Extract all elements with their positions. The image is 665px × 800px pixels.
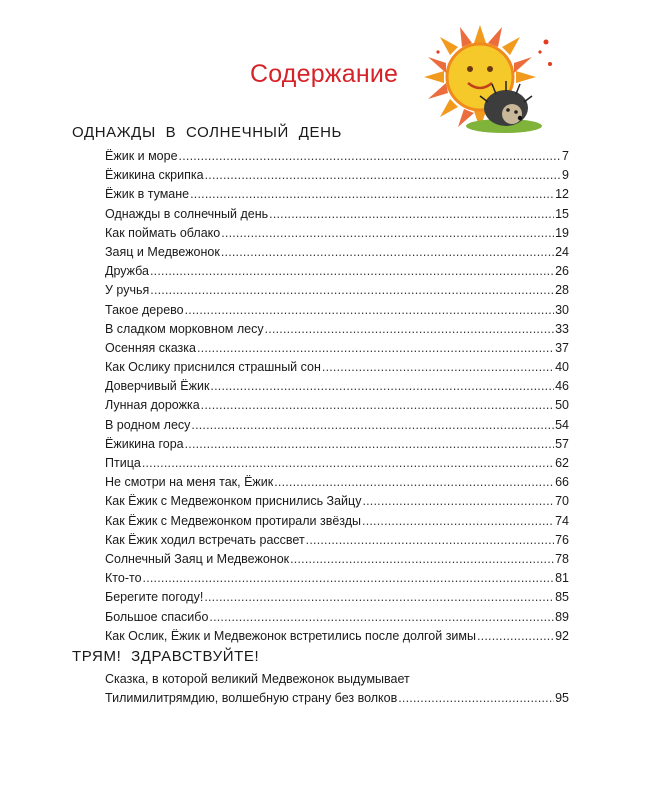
toc-entry-page: 33 <box>555 321 569 336</box>
toc-entry-page: 37 <box>555 340 569 355</box>
toc-entry-title: Как Ёжик с Медвежонком протирали звёзды <box>105 513 362 528</box>
toc-entry <box>105 416 569 435</box>
dot-leader <box>362 492 554 511</box>
toc-entry-title: Лунная дорожка <box>105 398 200 413</box>
toc-entry <box>105 689 569 708</box>
dot-leader <box>201 396 554 415</box>
toc-entry-page: 15 <box>555 206 569 221</box>
dot-leader <box>269 205 554 224</box>
toc-entry-title: Солнечный Заяц и Медвежонок <box>105 551 290 566</box>
dot-leader <box>322 358 554 377</box>
toc-entry <box>105 454 569 473</box>
dot-leader <box>143 569 555 588</box>
toc-entry-title: Берегите погоду! <box>105 590 204 605</box>
dot-leader <box>221 243 554 262</box>
toc-entry <box>105 301 569 320</box>
section-title: ОДНАЖДЫ В СОЛНЕЧНЫЙ ДЕНЬ <box>72 124 342 141</box>
toc-entry <box>105 377 569 396</box>
section-title: ТРЯМ! ЗДРАВСТВУЙТЕ! <box>72 648 260 665</box>
dot-leader <box>197 339 554 358</box>
toc-entry <box>105 281 569 300</box>
toc-entry-title: Большое спасибо <box>105 609 209 624</box>
toc-entry-title: Кто-то <box>105 571 142 586</box>
toc-entry <box>105 396 569 415</box>
toc-entry-title: Такое дерево <box>105 302 184 317</box>
toc-entry <box>105 435 569 454</box>
toc-entry <box>105 243 569 262</box>
toc-entry-page: 76 <box>555 532 569 547</box>
dot-leader <box>150 281 554 300</box>
toc-entry-page: 24 <box>555 244 569 259</box>
dot-leader <box>150 262 554 281</box>
toc-entry-title: Ёжик в тумане <box>105 187 190 202</box>
toc-entry <box>105 569 569 588</box>
toc-entry <box>105 627 569 646</box>
toc-entry-title: Сказка, в которой великий Медвежонок выдумывает <box>105 672 410 686</box>
dot-leader <box>477 627 554 646</box>
dot-leader <box>190 185 554 204</box>
toc-entry-page: 95 <box>555 691 569 705</box>
toc-entry <box>105 166 569 185</box>
dot-leader <box>221 224 554 243</box>
toc-entry <box>105 185 569 204</box>
toc-entry <box>105 262 569 281</box>
toc-entry-page: 46 <box>555 379 569 394</box>
toc-entry-title: Птица <box>105 456 141 470</box>
sun-hedgehog-illustration <box>418 22 558 137</box>
toc-entry-page: 40 <box>555 360 569 375</box>
dot-leader <box>191 416 554 435</box>
toc-entry-title: Однажды в солнечный день <box>105 206 269 221</box>
toc-entry <box>105 147 569 166</box>
toc-entry <box>105 320 569 339</box>
toc-entry <box>105 473 569 492</box>
toc-entry-page: 30 <box>555 302 569 317</box>
dot-leader <box>398 689 554 708</box>
toc-entry-page: 62 <box>555 456 569 470</box>
toc-entry-page: 57 <box>555 436 569 451</box>
toc-entry-title: Тилимилитрямдию, волшебную страну без волков <box>105 691 398 705</box>
toc-entry <box>105 339 569 358</box>
toc-entry-page: 54 <box>555 417 569 432</box>
toc-entry-page: 12 <box>555 187 569 202</box>
toc-entry-title: В сладком морковном лесу <box>105 321 264 336</box>
toc-entry-page: 9 <box>562 168 569 183</box>
toc-entry-title: В родном лесу <box>105 417 191 432</box>
toc-entry-title: Ёжикина гора <box>105 436 184 451</box>
toc-entry <box>105 205 569 224</box>
toc-entry <box>105 608 569 627</box>
dot-leader <box>265 320 555 339</box>
dot-leader <box>209 608 554 627</box>
dot-leader <box>185 301 554 320</box>
dot-leader <box>142 454 554 473</box>
toc-entry <box>105 224 569 243</box>
toc-entry-page: 70 <box>555 494 569 509</box>
toc-entry <box>105 550 569 569</box>
toc-list <box>105 147 569 646</box>
toc-entry-page: 7 <box>562 149 569 163</box>
toc-entry-title: Ёжик и море <box>105 149 178 163</box>
toc-entry-title: Осенняя сказка <box>105 340 196 355</box>
toc-entry <box>105 492 569 511</box>
toc-entry-title: Ёжикина скрипка <box>105 168 204 183</box>
toc-entry-title: Как Ёжик ходил встречать рассвет <box>105 532 305 547</box>
dot-leader <box>185 435 554 454</box>
toc-entry-page: 19 <box>555 225 569 240</box>
toc-entry-title: Не смотри на меня так, Ёжик <box>105 475 274 490</box>
page-title: Содержание <box>250 60 399 88</box>
toc-entry-page: 78 <box>555 551 569 566</box>
dot-leader <box>306 531 554 550</box>
toc-entry-page: 89 <box>555 609 569 624</box>
dot-leader <box>204 588 554 607</box>
toc-entry-title: Дружба <box>105 264 149 279</box>
toc-entry <box>105 531 569 550</box>
toc-entry-page: 92 <box>555 628 569 643</box>
dot-leader <box>205 166 561 185</box>
toc-entry-title: Доверчивый Ёжик <box>105 379 210 394</box>
dot-leader <box>290 550 554 569</box>
dot-leader <box>179 147 562 166</box>
toc-entry-page: 81 <box>555 571 569 586</box>
toc-entry-title: У ручья <box>105 283 150 298</box>
dot-leader <box>210 377 554 396</box>
dot-leader <box>362 512 554 531</box>
dot-leader <box>274 473 554 492</box>
toc-entry-title: Как поймать облако <box>105 225 221 240</box>
toc-entry <box>105 588 569 607</box>
toc-entry-page: 66 <box>555 475 569 490</box>
toc-entry-page: 85 <box>555 590 569 605</box>
toc-entry-page: 74 <box>555 513 569 528</box>
toc-entry <box>105 358 569 377</box>
toc-entry-title: Заяц и Медвежонок <box>105 244 220 259</box>
toc-entry-page: 26 <box>555 264 569 279</box>
toc-list <box>105 670 569 708</box>
toc-entry-title: Как Ослик, Ёжик и Медвежонок встретились после долгой зимы <box>105 628 476 643</box>
toc-entry-page: 28 <box>555 283 569 298</box>
toc-entry-title: Как Ослику приснился страшный сон <box>105 360 321 375</box>
toc-entry-title: Как Ёжик с Медвежонком приснились Зайцу <box>105 494 362 509</box>
toc-entry <box>105 512 569 531</box>
toc-entry-page: 50 <box>555 398 569 413</box>
